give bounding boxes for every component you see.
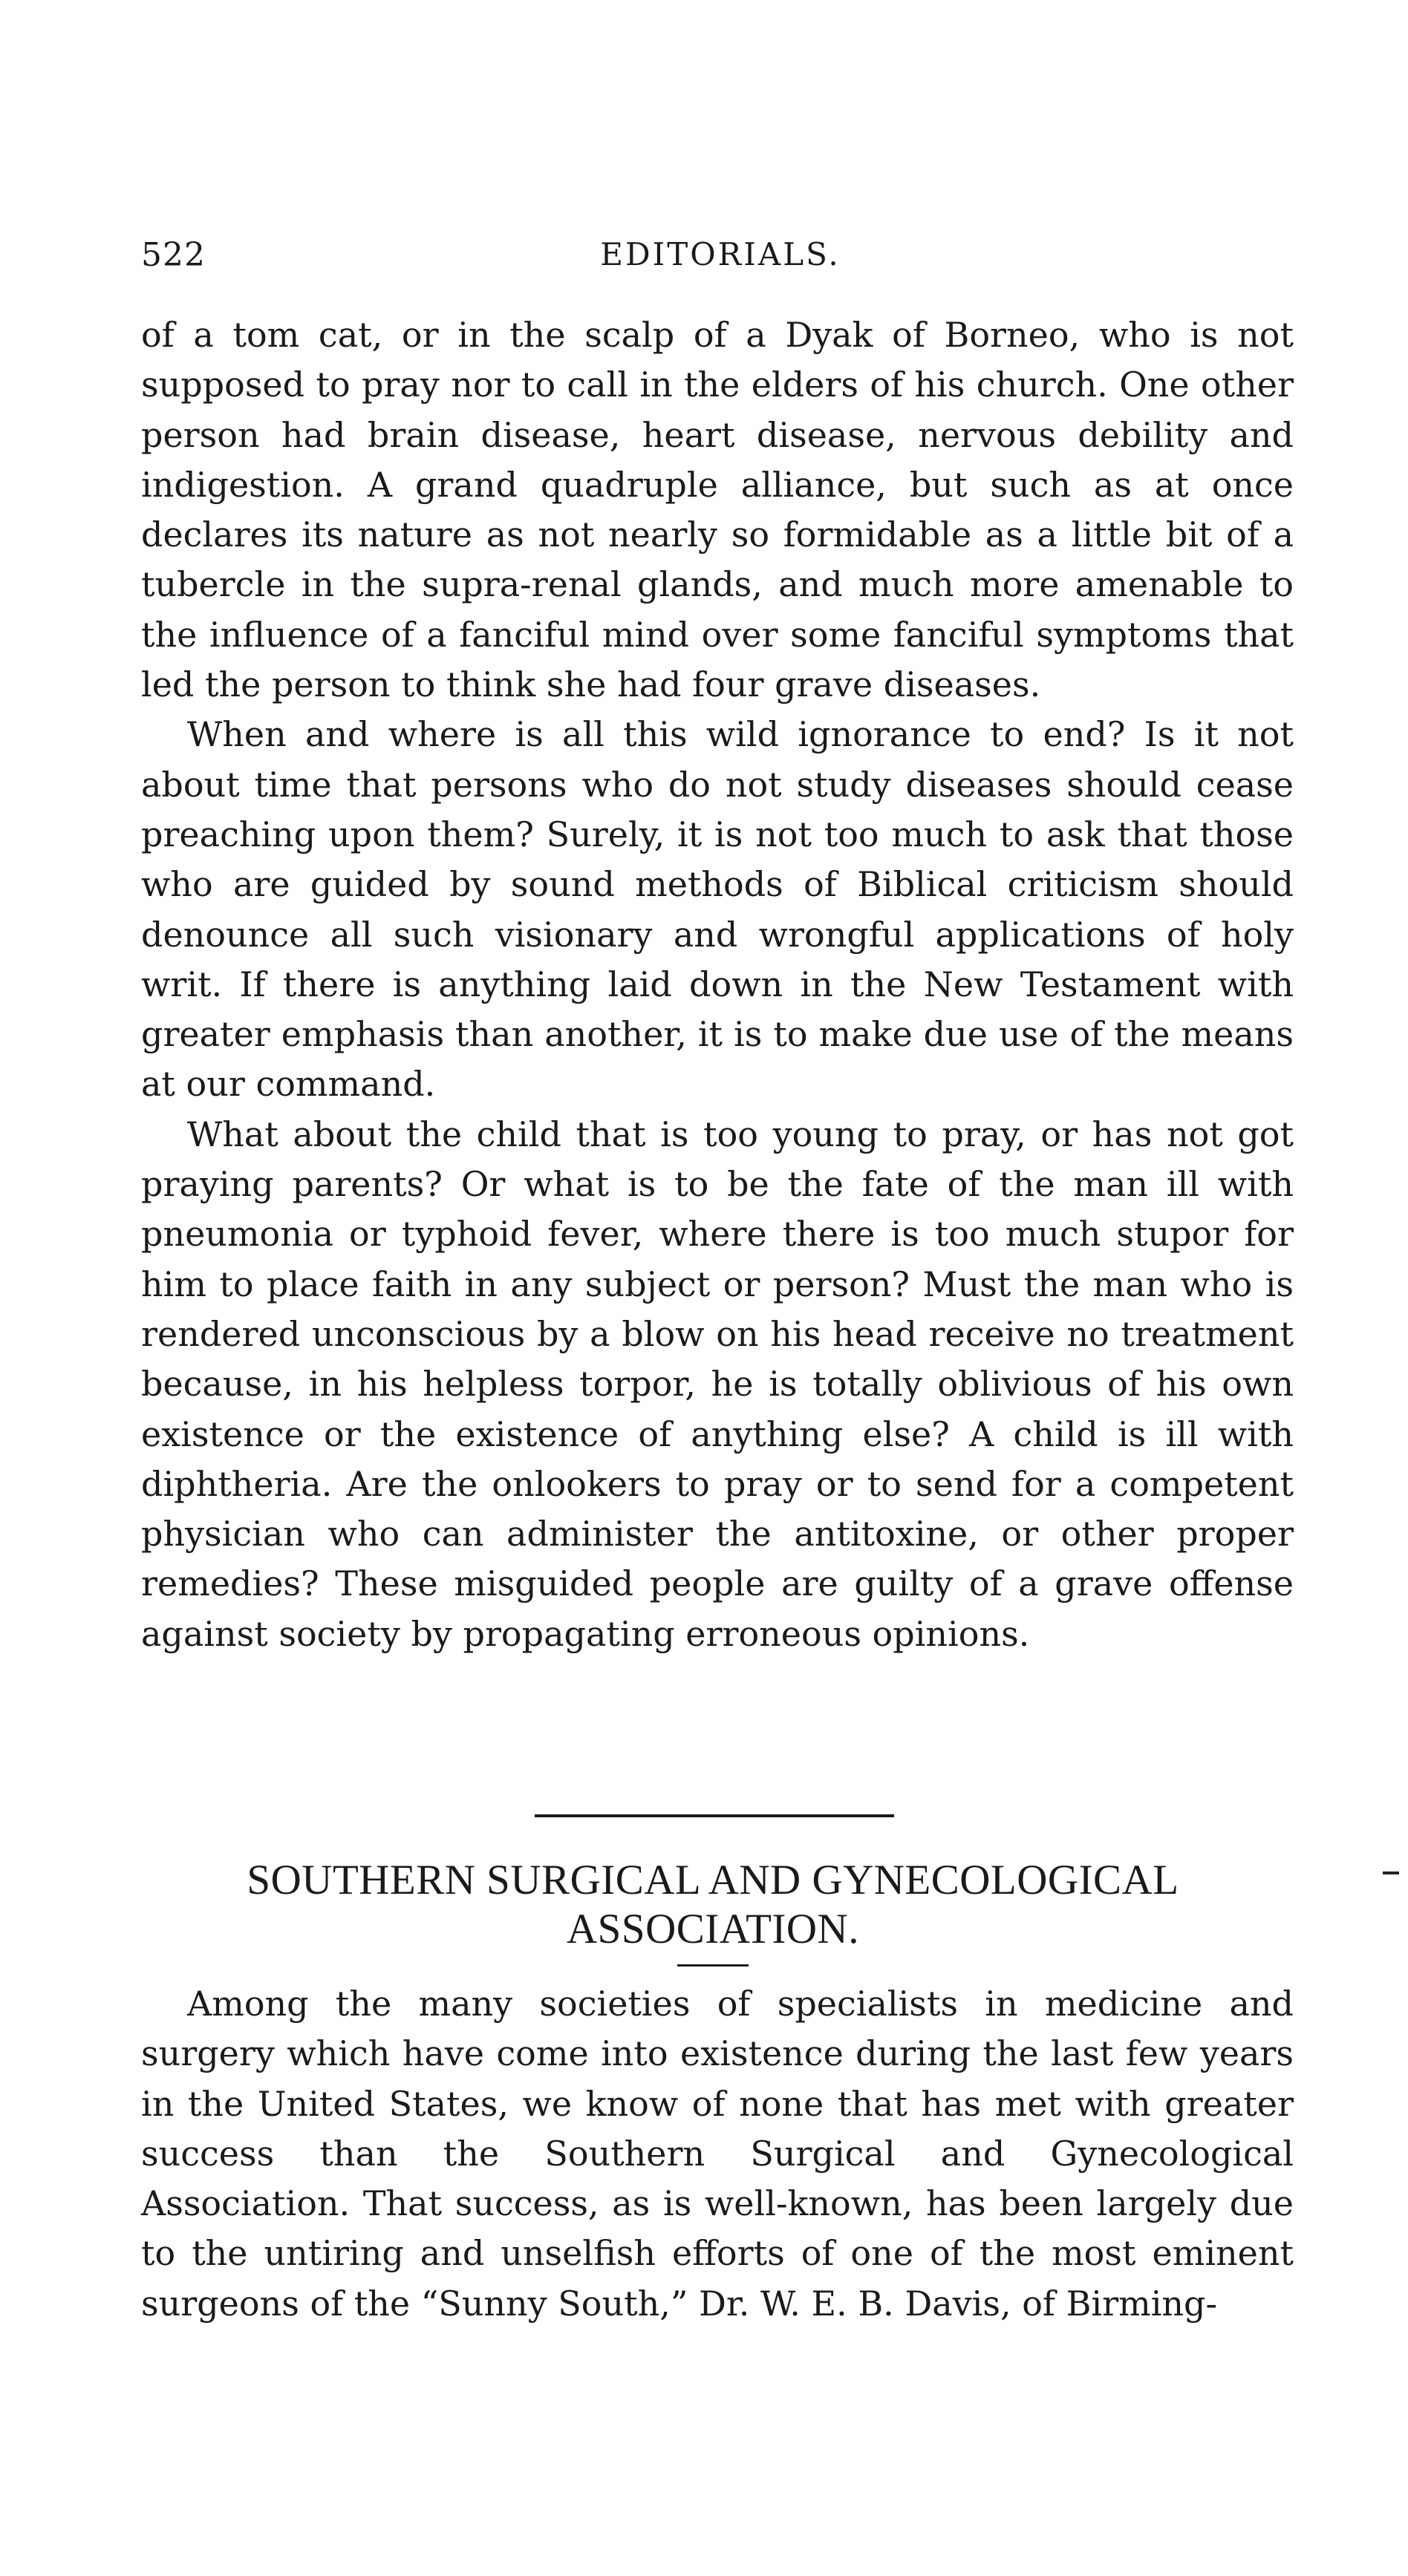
section-title: [141, 1856, 1285, 1954]
paragraph: Among the many societies of specialists in medicine and surgery which have come into existence during the last few years in the United States, we know of none that has met with greater success than the Southern Surgical and Gynecological Association. That success, as is well-known, has been largely due to the untiring and unselfish efforts of one of the most eminent surgeons of the “Sunny South,” Dr. W. E. B. Davis, of Birming-: [141, 1984, 1294, 2324]
margin-mark: [1383, 1871, 1399, 1874]
paragraph-continuation: of a tom cat, or in the scalp of a Dyak of Borneo, who is not supposed to pray nor to call in the elders of his church. One other person had brain disease, heart disease, nervous debility and indigestion. A grand quadruple alliance, but such as at once declares its nature as not nearly so formidable as a little bit of a tubercle in the supra-renal glands, and much more amenable to the influence of a fanciful mind over some fanciful symptoms that led the person to think she had four grave diseases.: [141, 315, 1294, 705]
running-title: EDITORIALS.: [600, 236, 841, 272]
section-title-line: SOUTHERN SURGICAL AND GYNECOLOGICAL: [247, 1857, 1179, 1903]
editorial-text: [141, 310, 1294, 1659]
section-divider-rule: [535, 1814, 894, 1817]
title-underline-rule: [677, 1964, 749, 1967]
section-title-line: ASSOCIATION.: [567, 1906, 859, 1952]
section-text: [141, 1979, 1294, 2329]
paragraph: When and where is all this wild ignorance to end? Is it not about time that persons who do not study diseases should cease preaching upon them? Surely, it is not too much to ask that those who are guided by sound methods of Biblical criticism should denounce all such visionary and wrongful applications of holy writ. If there is anything laid down in the New Testament with greater emphasis than another, it is to make due use of the means at our command.: [141, 714, 1294, 1105]
page-number: 522: [141, 236, 206, 274]
paragraph: What about the child that is too young to pray, or has not got praying parents? Or what is to be the fate of the man ill with pneumonia or typhoid fever, where there is too much stupor for him to place faith in any subject or person? Must the man who is rendered unconscious by a blow on his head receive no treatment because, in his helpless torpor, he is totally oblivious of his own existence or the existence of anything else? A child is ill with diphtheria. Are the onlookers to pray or to send for a competent physician who can administer the antitoxine, or other proper remedies? These misguided people are guilty of a grave offense against society by propagating erroneous opinions.: [141, 1114, 1294, 1654]
running-head: [141, 236, 1300, 281]
